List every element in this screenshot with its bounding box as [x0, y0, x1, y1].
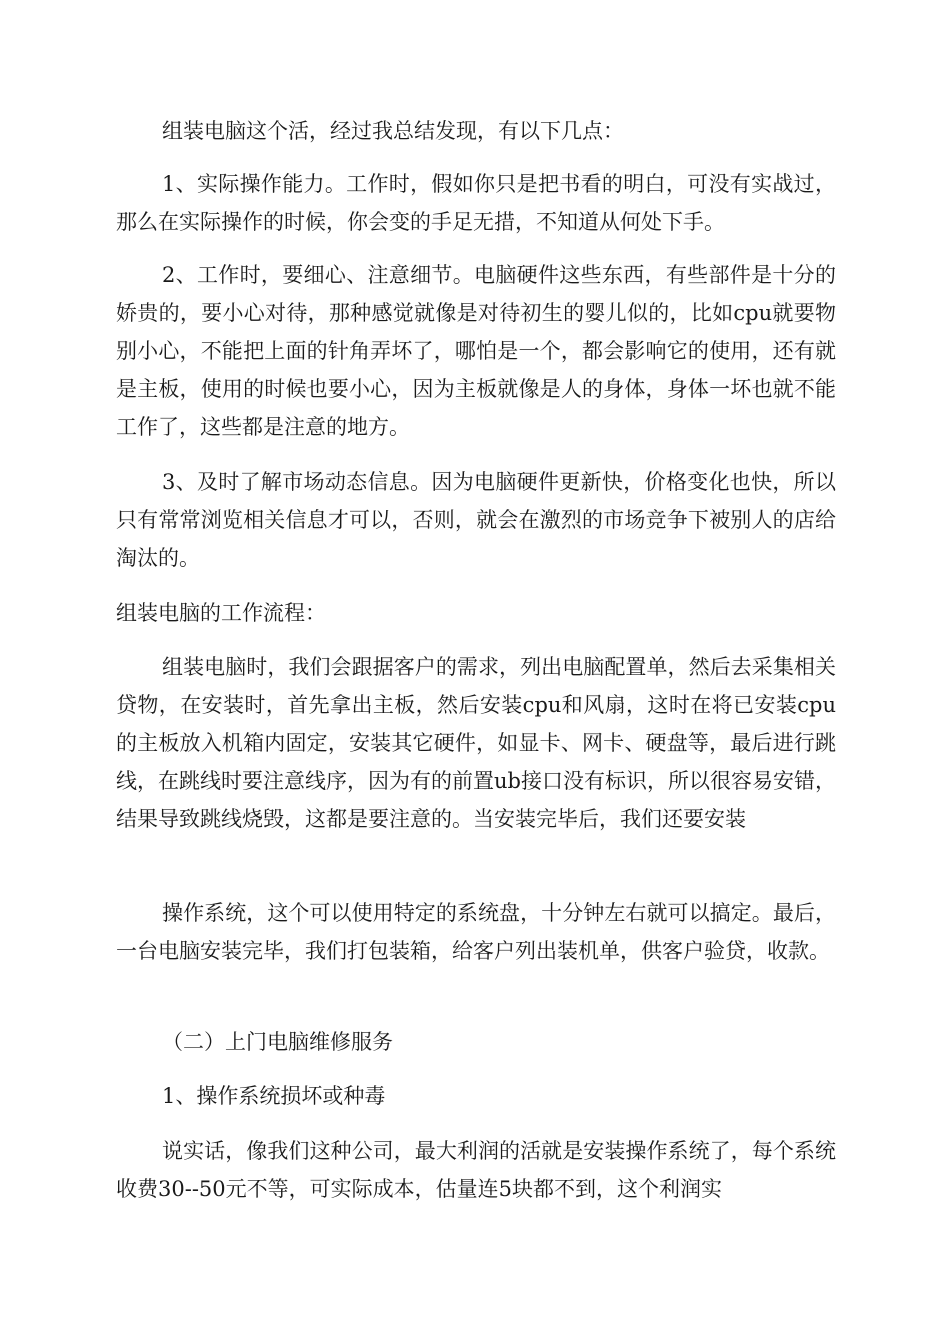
paragraph-profit: 说实话，像我们这种公司，最大利润的活就是安装操作系统了，每个系统收费30--50元不等，可实际成本，估量连5块都不到，这个利润实 [116, 1139, 836, 1201]
section-heading-onsite-repair: （二）上门电脑维修服务 [162, 1030, 393, 1054]
paragraph-intro: 组装电脑这个活，经过我总结发现，有以下几点： [162, 119, 624, 143]
paragraph-workflow: 组装电脑时，我们会跟据客户的需求，列出电脑配置单，然后去采集相关贷物，在安装时，首先拿出主板，然后安装cpu和风扇，这时在将已安装cpu的主板放入机箱内固定，安装其它硬件，如显卡、网卡、硬盘等，最后进行跳线，在跳线时要注意线序，因为有的前置ub接口没有标识，所以很容易安错，结果导致跳线烧毁，这都是要注意的。当安装完毕后，我们还要安装 [116, 655, 836, 831]
subheading-os-damage: 1、操作系统损坏或种毒 [162, 1084, 386, 1108]
paragraph-point-1: 1、实际操作能力。工作时，假如你只是把书看的明白，可没有实战过，那么在实际操作的时候，你会变的手足无措，不知道从何处下手。 [116, 172, 836, 234]
paragraph-point-3: 3、及时了解市场动态信息。因为电脑硬件更新快，价格变化也快，所以只有常常浏览相关信息才可以，否则，就会在激烈的市场竞争下被别人的店给淘汰的。 [116, 470, 836, 570]
paragraph-point-2: 2、工作时，要细心、注意细节。电脑硬件这些东西，有些部件是十分的娇贵的，要小心对待，那种感觉就像是对待初生的婴儿似的，比如cpu就要物别小心，不能把上面的针角弄坏了，哪怕是一个，都会影响它的使用，还有就是主板，使用的时候也要小心，因为主板就像是人的身体，身体一坏也就不能工作了，这些都是注意的地方。 [116, 263, 836, 439]
paragraph-os-install: 操作系统，这个可以使用特定的系统盘，十分钟左右就可以搞定。最后，一台电脑安装完毕，我们打包装箱，给客户列出装机单，供客户验贷，收款。 [116, 901, 836, 963]
section-heading-workflow: 组装电脑的工作流程： [116, 601, 326, 625]
